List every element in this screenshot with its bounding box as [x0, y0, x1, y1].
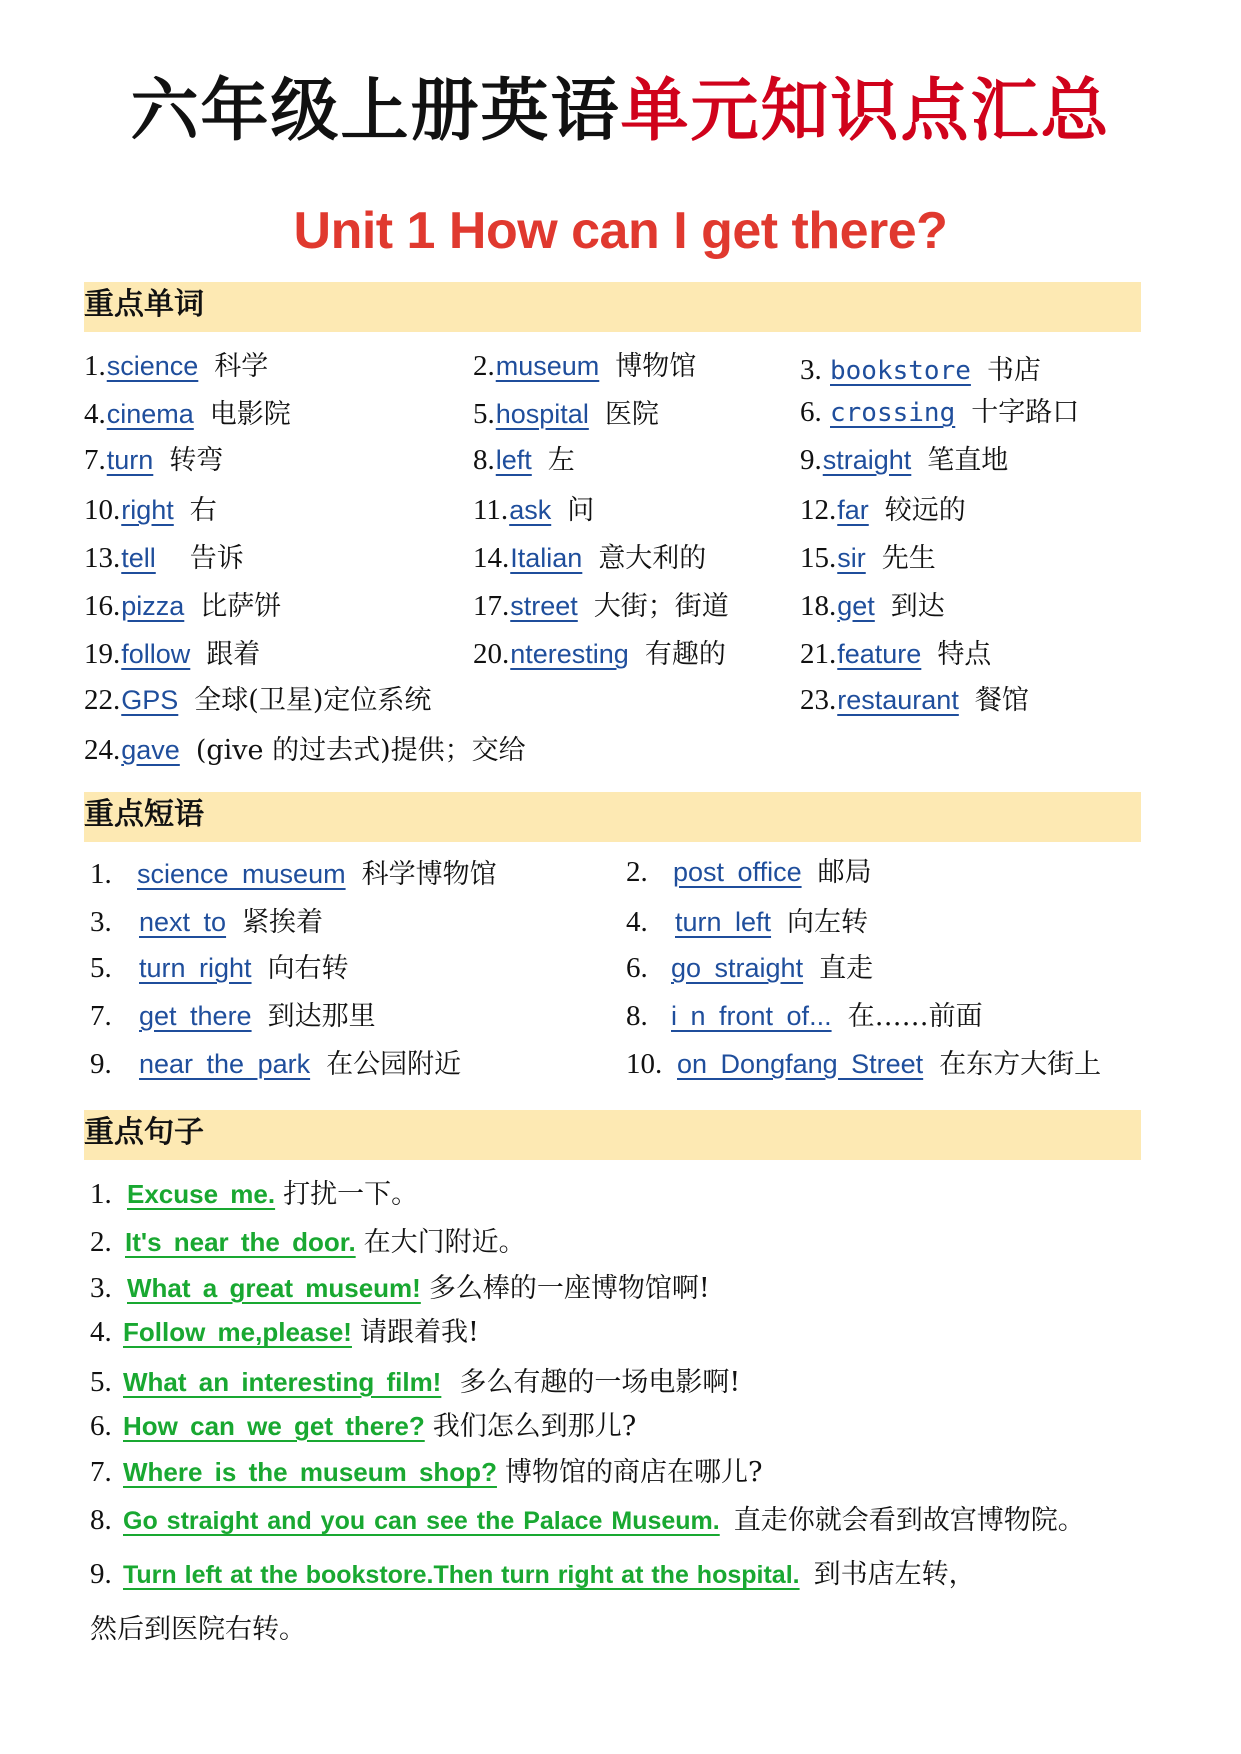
word-num: 21. — [800, 638, 837, 670]
word-en[interactable]: get — [837, 591, 875, 621]
word-item — [84, 640, 260, 669]
sentence-item — [90, 1180, 418, 1209]
phrase-en[interactable]: i n front of... — [671, 1001, 832, 1031]
word-num: 8. — [473, 444, 495, 476]
phrase-cn: 科学博物馆 — [361, 859, 497, 890]
word-num: 2. — [473, 350, 495, 382]
sentence-num: 1. — [90, 1178, 112, 1210]
word-cn: 到达 — [890, 591, 945, 622]
word-en[interactable]: pizza — [121, 591, 185, 621]
word-item — [473, 446, 575, 475]
word-num: 7. — [84, 444, 106, 476]
phrase-item — [626, 908, 868, 937]
word-item — [473, 400, 659, 429]
sentence-cn: 请跟着我! — [359, 1317, 479, 1348]
word-item — [473, 592, 729, 621]
word-num: 10. — [84, 494, 121, 526]
sentence-en[interactable]: Excuse me. — [127, 1179, 276, 1209]
word-num: 1. — [84, 350, 106, 382]
word-item — [800, 356, 1041, 385]
sentence-cn: 我们怎么到那儿? — [432, 1411, 637, 1442]
sentence-en[interactable]: Follow me,please! — [123, 1317, 352, 1347]
word-item — [473, 352, 696, 381]
sentence-item — [90, 1412, 636, 1441]
phrase-en[interactable]: science museum — [137, 859, 346, 889]
phrase-item — [626, 1002, 983, 1031]
word-num: 18. — [800, 590, 837, 622]
word-item — [800, 496, 966, 525]
sentence-item — [90, 1560, 976, 1589]
section-header-words — [84, 282, 1141, 332]
phrase-num: 6. — [626, 952, 648, 984]
sentence-num: 8. — [90, 1504, 112, 1536]
sentence-num: 5. — [90, 1366, 112, 1398]
word-cn: 右 — [189, 495, 217, 526]
section-title-words: 重点单词 — [84, 287, 204, 322]
word-num: 11. — [473, 494, 509, 526]
phrase-cn: 邮局 — [817, 857, 872, 888]
phrase-en[interactable]: near the park — [139, 1049, 311, 1079]
sentence-cn: 多么棒的一座博物馆啊! — [428, 1273, 710, 1304]
sentence-cn: 直走你就会看到故宫博物院。 — [733, 1505, 1085, 1536]
word-num: 13. — [84, 542, 121, 574]
word-cn: 大街；街道 — [593, 591, 729, 622]
word-cn: 医院 — [604, 399, 659, 430]
word-item — [800, 544, 936, 573]
sentence-cn: 博物馆的商店在哪儿? — [504, 1457, 763, 1488]
word-num: 5. — [473, 398, 495, 430]
section-header-phrases — [84, 792, 1141, 842]
phrase-item — [626, 954, 873, 983]
word-item — [473, 544, 706, 573]
phrase-cn: 向左转 — [787, 907, 869, 938]
phrase-en[interactable]: go straight — [671, 953, 804, 983]
sentence-num: 9. — [90, 1558, 112, 1590]
phrase-num: 4. — [626, 906, 648, 938]
sentence-en[interactable]: How can we get there? — [123, 1411, 425, 1441]
phrase-num: 5. — [90, 952, 112, 984]
word-cn: 左 — [547, 445, 575, 476]
word-num: 12. — [800, 494, 837, 526]
sentence-num: 6. — [90, 1410, 112, 1442]
word-num: 16. — [84, 590, 121, 622]
word-en[interactable]: far — [837, 495, 869, 525]
word-item — [84, 352, 268, 381]
word-en[interactable]: museum — [495, 351, 600, 381]
word-cn: 转弯 — [169, 445, 224, 476]
word-num: 22. — [84, 684, 121, 716]
phrase-cn: 到达那里 — [267, 1001, 376, 1032]
word-en[interactable]: right — [121, 495, 174, 525]
sentence-item — [90, 1318, 479, 1347]
word-cn: 笔直地 — [927, 445, 1009, 476]
sentence-continuation — [90, 1616, 306, 1643]
sentence-cn: 多么有趣的一场电影啊! — [459, 1367, 741, 1398]
sentence-en[interactable]: Where is the museum shop? — [123, 1457, 497, 1487]
word-num: 15. — [800, 542, 837, 574]
phrase-en[interactable]: next to — [139, 907, 227, 937]
sentence-num: 2. — [90, 1226, 112, 1258]
phrase-num: 2. — [626, 856, 648, 888]
word-cn: 意大利的 — [598, 543, 707, 574]
sentence-num: 4. — [90, 1316, 112, 1348]
phrase-num: 9. — [90, 1048, 112, 1080]
phrase-en[interactable]: get there — [139, 1001, 252, 1031]
word-item — [800, 446, 1008, 475]
word-num: 14. — [473, 542, 510, 574]
word-en[interactable]: nteresting — [510, 639, 629, 669]
word-item — [84, 446, 223, 475]
word-en[interactable]: hospital — [495, 399, 589, 429]
word-cn: 先生 — [881, 543, 936, 574]
word-num: 4. — [84, 398, 106, 430]
word-item — [800, 592, 945, 621]
word-item — [800, 640, 991, 669]
word-en[interactable]: turn — [106, 445, 154, 475]
phrase-num: 7. — [90, 1000, 112, 1032]
word-item — [84, 496, 217, 525]
sentence-item — [90, 1228, 526, 1257]
word-item — [84, 544, 244, 573]
sentence-num: 7. — [90, 1456, 112, 1488]
phrase-en[interactable]: turn right — [139, 953, 252, 983]
sentence-item — [90, 1368, 740, 1397]
word-en[interactable]: cinema — [106, 399, 194, 429]
word-num: 19. — [84, 638, 121, 670]
phrase-num: 3. — [90, 906, 112, 938]
word-num: 23. — [800, 684, 837, 716]
phrase-item — [90, 954, 349, 983]
word-item — [84, 400, 291, 429]
word-en[interactable]: bookstore — [830, 356, 971, 386]
sentence-item — [90, 1274, 710, 1303]
word-num: 17. — [473, 590, 510, 622]
word-en[interactable]: restaurant — [837, 685, 959, 715]
page-title — [0, 72, 1241, 151]
sentence-en[interactable]: Turn left at the bookstore.Then turn right at the hospital. — [123, 1561, 800, 1589]
word-cn: (give 的过去式)提供；交给 — [195, 735, 526, 766]
word-en[interactable]: science — [106, 351, 199, 381]
section-title-phrases: 重点短语 — [84, 797, 204, 832]
word-cn: 书店 — [986, 355, 1041, 386]
sentence-en[interactable]: What an interesting film! — [123, 1367, 442, 1397]
word-en[interactable]: gave — [121, 735, 180, 765]
word-item — [473, 496, 594, 525]
word-cn: 全球(卫星)定位系统 — [194, 685, 432, 716]
sentence-en[interactable]: What a great museum! — [127, 1273, 421, 1303]
word-cn: 跟着 — [206, 639, 261, 670]
word-item — [84, 736, 526, 765]
phrase-item — [626, 858, 872, 887]
word-en[interactable]: ask — [509, 495, 552, 525]
word-en[interactable]: straight — [822, 445, 912, 475]
sentence-en[interactable]: It's near the door. — [125, 1227, 356, 1257]
word-cn: 科学 — [214, 351, 269, 382]
sentence-cn-continued: 然后到医院右转。 — [90, 1614, 306, 1645]
word-en[interactable]: tell — [121, 543, 156, 573]
word-cn: 电影院 — [209, 399, 291, 430]
sentence-cn: 在大门附近。 — [363, 1227, 526, 1258]
word-cn: 较远的 — [884, 495, 966, 526]
sentence-en[interactable]: Go straight and you can see the Palace Museum. — [123, 1507, 720, 1535]
phrase-item — [90, 908, 323, 937]
word-en[interactable]: GPS — [121, 685, 179, 715]
word-cn: 比萨饼 — [200, 591, 282, 622]
phrase-num: 1. — [90, 858, 112, 890]
word-en[interactable]: follow — [121, 639, 191, 669]
word-cn: 问 — [567, 495, 595, 526]
word-item — [84, 592, 281, 621]
phrase-num: 8. — [626, 1000, 648, 1032]
phrase-cn: 在……前面 — [847, 1001, 983, 1032]
word-cn: 告诉 — [189, 543, 244, 574]
sentence-num: 3. — [90, 1272, 112, 1304]
title-part-red: 单元知识点汇总 — [620, 72, 1111, 151]
phrase-item — [90, 1050, 461, 1079]
phrase-cn: 直走 — [819, 953, 874, 984]
phrase-item — [90, 860, 497, 889]
word-en[interactable]: feature — [837, 639, 922, 669]
word-en[interactable]: left — [495, 445, 532, 475]
word-en[interactable]: Italian — [510, 543, 583, 573]
word-cn: 有趣的 — [644, 639, 726, 670]
phrase-en[interactable]: post office — [673, 857, 802, 887]
phrase-cn: 紧挨着 — [242, 907, 324, 938]
phrase-en[interactable]: turn left — [675, 907, 772, 937]
phrase-cn: 向右转 — [267, 953, 349, 984]
word-item — [473, 640, 726, 669]
unit-title: Unit 1 How can I get there? — [293, 202, 948, 260]
phrase-item — [90, 1002, 376, 1031]
sentence-cn: 打扰一下。 — [283, 1179, 419, 1210]
phrase-item — [626, 1050, 1101, 1079]
word-num: 6. — [800, 396, 829, 428]
word-num: 20. — [473, 638, 510, 670]
word-num: 9. — [800, 444, 822, 476]
word-en[interactable]: crossing — [830, 398, 956, 428]
sentence-item — [90, 1458, 762, 1487]
section-title-sentences: 重点句子 — [84, 1115, 204, 1150]
word-item — [800, 398, 1079, 427]
sentence-item — [90, 1506, 1085, 1535]
word-cn: 特点 — [937, 639, 992, 670]
word-cn: 博物馆 — [615, 351, 697, 382]
word-item — [84, 686, 431, 715]
phrase-cn: 在公园附近 — [326, 1049, 462, 1080]
phrase-num: 10. — [626, 1048, 663, 1080]
phrase-en[interactable]: on Dongfang Street — [677, 1049, 924, 1079]
word-item — [800, 686, 1029, 715]
word-en[interactable]: sir — [837, 543, 866, 573]
word-num: 24. — [84, 734, 121, 766]
word-en[interactable]: street — [510, 591, 578, 621]
phrase-cn: 在东方大街上 — [939, 1049, 1102, 1080]
sentence-cn: 到书店左转， — [813, 1559, 976, 1590]
section-header-sentences — [84, 1110, 1141, 1160]
word-num: 3. — [800, 354, 829, 386]
word-cn: 餐馆 — [974, 685, 1029, 716]
title-part-black: 六年级上册英语 — [130, 72, 621, 151]
word-cn: 十字路口 — [971, 397, 1080, 428]
